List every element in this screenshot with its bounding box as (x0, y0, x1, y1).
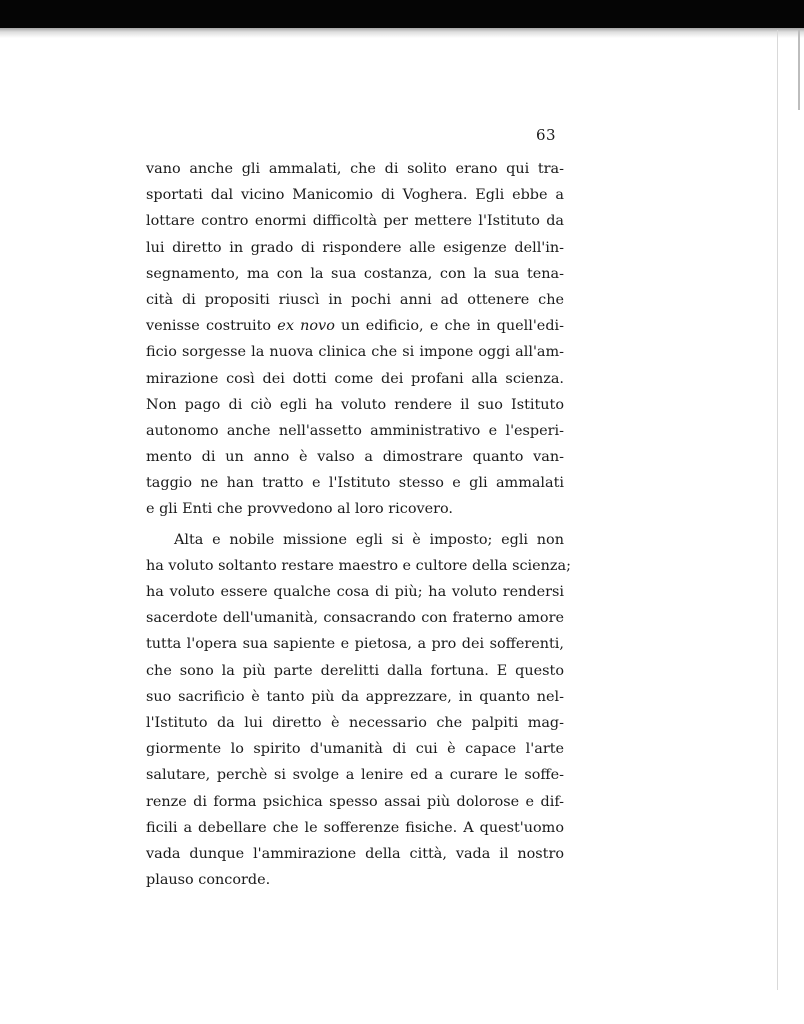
text-line: salutare, perchè si svolge a lenire ed a curare le soffe- (146, 767, 564, 784)
text-line: lui diretto in grado di rispondere alle esigenze dell'in- (146, 239, 564, 256)
scan-shadow (0, 28, 804, 38)
text-line: l'Istituto da lui diretto è necessario che palpiti mag- (146, 714, 564, 731)
scan-edge-mark (798, 30, 800, 110)
text-line: mento di un anno è valso a dimostrare quanto van- (146, 449, 564, 466)
text-line: che sono la più parte derelitti dalla fortuna. E questo (146, 662, 564, 679)
text-line: plauso concorde. (146, 872, 271, 889)
paragraph (146, 156, 564, 523)
text-line: vada dunque l'ammirazione della città, vada il nostro (146, 845, 564, 862)
text-line: e gli Enti che provvedono al loro ricovero. (146, 501, 454, 518)
italic-term: ex novo (277, 318, 335, 335)
text-line: ha voluto soltanto restare maestro e cultore della scienza; (146, 557, 571, 574)
text-line: renze di forma psichica spesso assai più dolorose e dif- (146, 793, 564, 810)
text-line: ficili a debellare che le sofferenze fisiche. A quest'uomo (146, 819, 564, 836)
text-line: sportati dal vicino Manicomio di Voghera. Egli ebbe a (146, 187, 564, 204)
text-line: tutta l'opera sua sapiente e pietosa, a pro dei sofferenti, (146, 636, 564, 653)
text-line: Non pago di ciò egli ha voluto rendere il suo Istituto (146, 396, 564, 413)
text-line: ha voluto essere qualche cosa di più; ha voluto rendersi (146, 584, 564, 600)
text-run: venisse costruito (146, 318, 278, 335)
page-number: 63 (536, 126, 557, 144)
text-line: autonomo anche nell'assetto amministrativo e l'esperi- (146, 422, 564, 439)
text-line: mirazione così dei dotti come dei profani alla scienza. (146, 370, 564, 387)
text-line: ficio sorgesse la nuova clinica che si impone oggi all'am- (146, 344, 564, 361)
text-line: sacerdote dell'umanità, consacrando con fraterno amore (146, 610, 564, 627)
paragraph (146, 527, 571, 894)
text-line: taggio ne han tratto e l'Istituto stesso e gli ammalati (146, 475, 564, 492)
text-line: cità di propositi riuscì in pochi anni ad ottenere che (146, 291, 564, 308)
text-line: vano anche gli ammalati, che di solito erano qui tra- (146, 161, 564, 177)
text-run: un edificio, e che in quell'edi- (334, 318, 564, 335)
scan-top-border (0, 0, 804, 28)
text-line: suo sacrificio è tanto più da apprezzare, in quanto nel- (146, 688, 564, 705)
text-line: Alta e nobile missione egli si è imposto; egli non (174, 531, 564, 548)
document-body (146, 156, 571, 893)
text-line (146, 313, 564, 339)
text-line: giormente lo spirito d'umanità di cui è capace l'arte (146, 741, 564, 758)
text-line: segnamento, ma con la sua costanza, con la sua tena- (146, 265, 564, 282)
text-line: lottare contro enormi difficoltà per mettere l'Istituto da (146, 213, 564, 230)
page-fold-line (777, 30, 778, 990)
